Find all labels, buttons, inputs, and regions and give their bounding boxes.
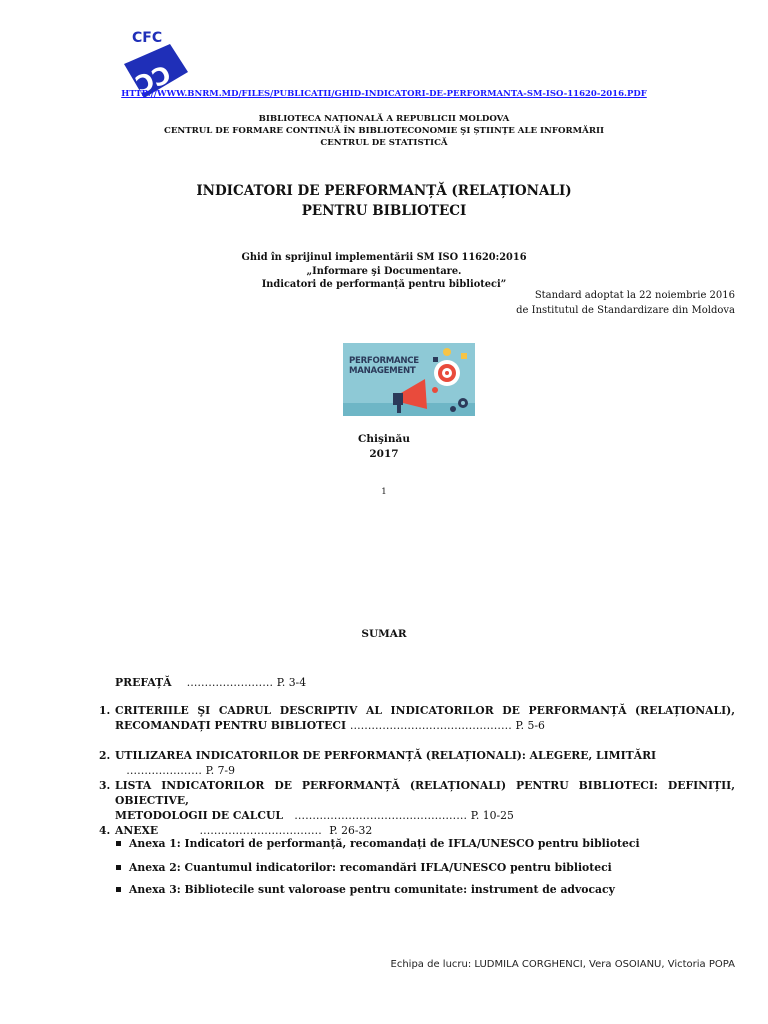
title-line: PENTRU BIBLIOTECI	[301, 203, 467, 219]
toc-dots: ……………………	[186, 676, 273, 689]
toc-item-number: 2.	[99, 749, 111, 762]
performance-management-image	[343, 343, 475, 416]
image-caption-line: MANAGEMENT	[349, 366, 416, 376]
toc-item-number: 1.	[99, 704, 111, 717]
annex-label: Anexa 3: Bibliotecile sunt valoroase pentru comunitate: instrument de advocacy	[129, 883, 615, 896]
megaphone-target-icon	[343, 343, 475, 416]
toc-page: P. 3-4	[276, 676, 307, 689]
guide-line: Indicatori de performanță pentru biblioteci”	[261, 279, 507, 291]
toc-item-title: UTILIZAREA INDICATORILOR DE PERFORMANȚĂ (RELAȚIONALI): ALEGERE, LIMITĂRI	[115, 749, 657, 762]
bullet-icon	[116, 887, 121, 892]
annex-label: Anexa 2: Cuantumul indicatorilor: recomandări IFLA/UNESCO pentru biblioteci	[129, 861, 612, 874]
summary-heading: SUMAR	[361, 628, 407, 640]
svg-text:ƆƆ: ƆƆ	[131, 60, 176, 100]
toc-dots: …………………	[126, 764, 202, 777]
source-url-link[interactable]: HTTP://WWW.BNRM.MD/FILES/PUBLICATII/GHID-INDICATORI-DE-PERFORMANTA-SM-ISO-11620-2016.PDF	[121, 89, 647, 99]
toc-page: P. 5-6	[515, 719, 545, 732]
toc-item	[99, 748, 735, 778]
annex-item	[116, 861, 612, 874]
annex-item	[116, 883, 615, 896]
institution-line: BIBLIOTECA NAȚIONALĂ A REPUBLICII MOLDOVA	[258, 114, 510, 124]
standard-line: Standard adoptat la 22 noiembrie 2016	[534, 290, 735, 301]
toc-dots: ………………………………………	[349, 719, 512, 732]
logo-text: CFC	[132, 30, 163, 46]
toc-dots: …………………………….	[199, 824, 322, 837]
bullet-icon	[116, 841, 121, 846]
toc-item-title: LISTA INDICATORILOR DE PERFORMANȚĂ (RELAȚIONALI) PENTRU BIBLIOTECI: DEFINIȚII, OBIECTIVE,	[115, 779, 735, 807]
toc-item-title-cont: METODOLOGII DE CALCUL	[115, 809, 283, 822]
team-credits: Echipa de lucru: LUDMILA CORGHENCI, Vera OSOIANU, Victoria POPA	[390, 959, 735, 970]
toc-item	[99, 703, 735, 733]
source-url	[0, 89, 768, 99]
image-caption-line: PERFORMANCE	[349, 356, 419, 366]
guide-subtitle	[0, 251, 768, 292]
toc-preface	[115, 675, 306, 690]
page-number: 1	[381, 487, 387, 497]
guide-line: Ghid în sprijinul implementării SM ISO 11620:2016	[241, 252, 527, 263]
year: 2017	[369, 448, 399, 460]
annex-label: Anexa 1: Indicatori de performanță, recomandați de IFLA/UNESCO pentru biblioteci	[129, 837, 640, 850]
standard-note	[516, 288, 735, 318]
toc-item-title: ANEXE	[115, 824, 159, 837]
institution-line: CENTRUL DE FORMARE CONTINUĂ ÎN BIBLIOTECONOMIE ŞI ȘTIINȚE ALE INFORMĂRII	[163, 126, 605, 136]
toc-item-title: CRITERIILE ŞI CADRUL DESCRIPTIV AL INDICATORILOR DE PERFORMANȚĂ (RELAȚIONALI),	[115, 704, 735, 717]
place: Chişinău	[358, 433, 410, 445]
toc-item	[99, 778, 735, 823]
toc-item-number: 3.	[99, 779, 111, 792]
institution-block	[0, 113, 768, 149]
document-title	[0, 181, 768, 221]
toc-page: P. 10-25	[470, 809, 514, 822]
institution-line: CENTRUL DE STATISTICĂ	[320, 138, 448, 148]
toc-page: P. 7-9	[205, 764, 235, 777]
guide-line: „Informare şi Documentare.	[306, 265, 462, 277]
standard-line: de Institutul de Standardizare din Moldova	[516, 305, 735, 316]
toc-item-number: 4.	[99, 824, 111, 837]
toc-preface-label: PREFAȚĂ	[115, 676, 172, 689]
toc-dots: …………………………………………	[294, 809, 468, 822]
title-line: INDICATORI DE PERFORMANȚĂ (RELAȚIONALI)	[196, 183, 572, 199]
bullet-icon	[116, 865, 121, 870]
annex-item	[116, 837, 640, 850]
toc-page: P. 26-32	[329, 824, 373, 837]
toc-item	[99, 823, 735, 838]
place-date	[0, 432, 768, 462]
toc-item-title-cont: RECOMANDAȚI PENTRU BIBLIOTECI	[115, 719, 347, 732]
